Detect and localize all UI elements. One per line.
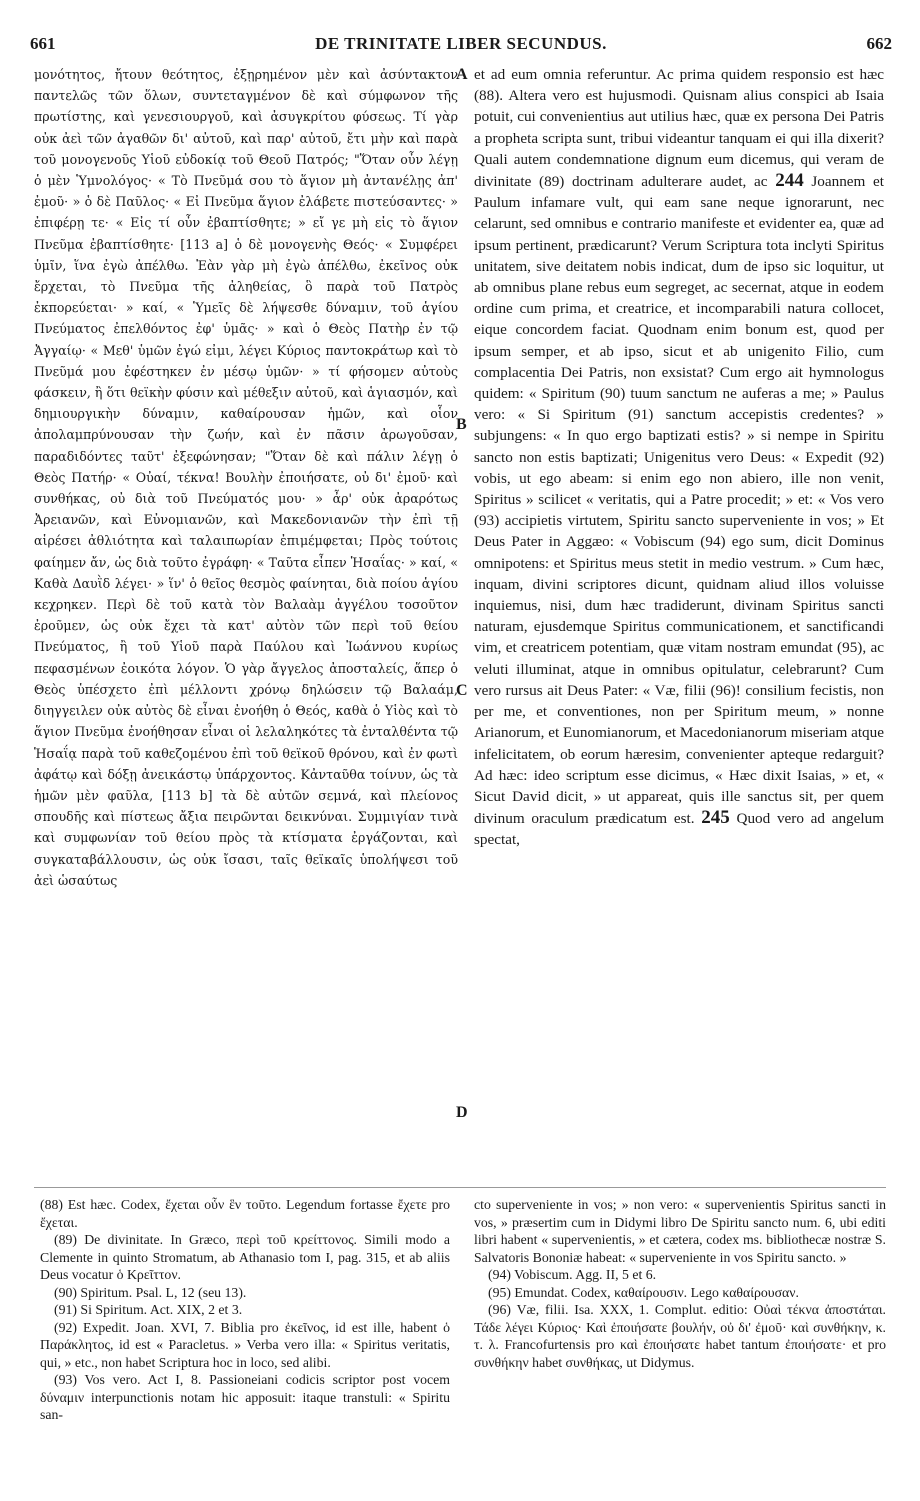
latin-column	[474, 64, 884, 851]
latin-text-part-3: Quod vero ad angelum spectat,	[474, 810, 885, 849]
footnote-95: (95) Emundat. Codex, καθαίρουσιν. Lego καθαίρουσαν.	[488, 1284, 799, 1300]
running-header	[30, 34, 892, 60]
margin-marker-a: A	[456, 66, 468, 83]
footnote-89: (89) De divinitate. In Græco, περὶ τοῦ κρείττονος. Simili modo a Clemente in quinto Stromatum, ab Athanasio tom I, pag. 315, et ab aliis Deus vocatur ὁ Κρεῖττον.	[40, 1232, 450, 1282]
page-number-left: 661	[30, 34, 56, 53]
margin-marker-d: D	[456, 1104, 468, 1121]
page-number-right: 662	[866, 34, 892, 53]
latin-text	[474, 64, 884, 851]
footnote-90: (90) Spiritum. Psal. L, 12 (seu 13).	[54, 1284, 247, 1300]
footnote-93-continued: cto superveniente in vos; » non vero: « supervenientis Spiritus sancti in vos, » præsertim cum in Didymi libro De Spiritu sancto num. 6, ubi editi libri habent « supervenientis, » et cætera, codex ms. bibliothecæ nostræ S. Salvatoris Bononiæ habeat: « superveniente in vos Spiritu sancto. »	[474, 1197, 886, 1265]
latin-text-part-1: et ad eum omnia referuntur. Ac prima quidem responsio est hæc (88). Altera vero est hujusmodi. Quisnam alius conspici ab Isaia potuit, cui convenientius aut utilius hæc, quæ ex persona Dei Patris a propheta scripta sunt, tribui videantur tanquam ei qui illa dixerit? Quali autem condemnatione dignum eum dicemus, qui veram de divinitate (89) doctrinam adulterare audet, ac	[474, 66, 884, 191]
greek-column	[34, 64, 458, 891]
greek-text: μονότητος, ἤτουν θεότητος, ἐξῃρημένον μὲν καὶ ἀσύντακτον παντελῶς τῶν ὅλων, συντεταγμένον δὲ καὶ σύμφωνον τῆς πρωτίστης, καὶ γενεσιουργοῦ, καὶ ἀσυγκρίτου φύσεως. Τί γὰρ οὐκ ἀεὶ τῶν ἀγαθῶν δι' αὐτοῦ, καὶ παρ' αὐτοῦ, ἔτι μὴν καὶ παρὰ τοῦ μονογενοῦς Υἱοῦ εὐδοκίᾳ τοῦ Θεοῦ Πατρός; "Ὅταν οὖν λέγῃ ὁ μὲν Ὑμνολόγος· « Τὸ Πνεῦμά σου τὸ ἅγιον μὴ ἀντανέλῃς ἀπ' ἐμοῦ· » ὁ δὲ Παῦλος· « Εἰ Πνεῦμα ἅγιον ἐλάβετε πιστεύσαντες· » ἐπιφέρῃ τε· « Εἰς τί οὖν ἐβαπτίσθητε; » εἴ γε μὴ εἰς τὸ ἅγιον Πνεῦμα ἐβαπτίσθητε· [113 a] ὁ δὲ μονογενὴς Θεός· « Συμφέρει ὑμῖν, ἵνα ἐγὼ ἀπέλθω. Ἐὰν γὰρ μὴ ἐγὼ ἀπέλθω, ἐκεῖνος οὐκ ἔρχεται, τὸ Πνεῦμα τῆς ἀληθείας, ὃ παρὰ τοῦ Πατρὸς ἐκπορεύεται· » καί, « Ὑμεῖς δὲ λήψεσθε δύναμιν, τοῦ ἁγίου Πνεύματος ἐπελθόντος ἐφ' ὑμᾶς· » καὶ ὁ Θεὸς Πατὴρ ἐν τῷ Ἀγγαίῳ· « Μεθ' ὑμῶν ἐγώ εἰμι, λέγει Κύριος παντοκράτωρ καὶ τὸ Πνεῦμά μου ἐφέστηκεν ἐν μέσῳ ὑμῶν· » τί φήσομεν αὐτοὺς φάσκειν, ἢ ὅτι θεϊκὴν φύσιν καὶ μέθεξιν αὐτοῦ, καὶ ἁγιασμόν, καὶ δημιουργικὴν δύναμιν, καθαίρουσαν ἡμῶν, καὶ οἷον ἀπολαμπρύνουσαν τὴν ζωήν, καὶ ἐν πᾶσιν ἀρωγοῦσαν, παραδιδόντες ταῦτ' ἐξεφώνησαν; "Ὅταν δὲ καὶ πάλιν λέγῃ ὁ Θεὸς Πατήρ· « Οὐαί, τέκνα! Βουλὴν ἐποιήσατε, οὐ δι' ἐμοῦ· καὶ συνθήκας, οὐ διὰ τοῦ Πνεύματός μου· » ἆρ' οὐκ ἀραρότως Ἀρειανῶν, καὶ Εὐνομιανῶν, καὶ Μακεδονιανῶν τὴν ἐπὶ τῇ αἱρέσει ἀθλιότητα καὶ ταλαιπωρίαν ἐπιμέμφεται; Πρὸς τούτοις φαίημεν ἄν, ὡς διὰ τοῦτο ἐγράφη· « Ταῦτα εἶπεν Ἡσαΐας· » καί, « Καθὰ Δαυῒδ λέγει· » ἵν' ὁ θεῖος θεσμὸς φαίνηται, διὰ ποίου ἁγίου κεχρηκεν. Περὶ δὲ τοῦ κατὰ τὸν Βαλαὰμ ἀγγέλου τοσοῦτον ἐροῦμεν, ὡς οὐκ ἔχει τὰ κατ' αὐτὸν τῶν περὶ τοῦ θείου Πνεύματος, ἢ τοῦ Υἱοῦ παρὰ Παύλου καὶ Ἰωάννου κυρίως πεφασμένων ἐοικότα λόγον. Ὁ γὰρ ἄγγελος ἀποσταλείς, ἅπερ ὁ Θεὸς ὑπέσχετο ἐπὶ μέλλοντι χρόνῳ δηλώσειν τῷ Βαλαάμ, διηγγειλεν οὐκ αὐτὸς δὲ εἶναι ἐνοήθη ὁ Θεός, καθὰ ὁ Υἱὸς καὶ τὸ ἅγιον Πνεῦμα ἐνοήθησαν εἶναι οἱ λελαληκότες τὰ ἐνταλθέντα τῷ Ἡσαΐᾳ παρὰ τοῦ καθεζομένου ἐπὶ τοῦ θεϊκοῦ θρόνου, καὶ ἐν φωτὶ ἀφάτῳ καὶ δόξῃ ἀνεικάστῳ ὑπάρχοντος. Κἀνταῦθα τοίνυν, ὡς τὰ ἡμῶν μὲν φαῦλα, [113 b] τὰ δὲ αὐτῶν σεμνά, καὶ πλείονος σπουδῆς καὶ πίστεως ἄξια πειρῶνται δεικνύναι. Συμμιγίαν τινὰ καὶ συμφωνίαν τοῦ θείου πρὸς τὰ κτίσματα ἐργάζονται, καὶ συγκαταβάλλουσιν, ὡς οὐκ ἴσασι, ταῖς θεϊκαῖς ὑπολήψεσι τοῦ ἀεὶ ὡσαύτως	[34, 67, 458, 888]
footnotes-right-column	[474, 1196, 886, 1371]
footnotes-left-column	[40, 1196, 450, 1424]
marginal-number-245: 245	[701, 807, 730, 829]
footnote-94: (94) Vobiscum. Agg. II, 5 et 6.	[488, 1267, 657, 1282]
margin-marker-c: C	[456, 682, 468, 699]
footnote-96: (96) Væ, filii. Isa. XXX, 1. Complut. editio: Οὐαὶ τέκνα ἀποστάται. Τάδε λέγει Κύριος· Καὶ ἐποιήσατε βουλήν, οὐ δι' ἐμοῦ· καὶ συνθήκην, κ. τ. λ. Francofurtensis pro καὶ ἐποιήσατε habet tantum ἐποιήσατε· et pro συνθήκην habet συνθήκας, ut Didymus.	[474, 1302, 886, 1370]
margin-marker-b: B	[456, 416, 467, 433]
marginal-number-244: 244	[775, 170, 804, 192]
footnote-92: (92) Expedit. Joan. XVI, 7. Biblia pro ἐκεῖνος, id est ille, habent ὁ Παράκλητος, id est « Paracletus. » Verba vero illa: « Spiritus veritatis, qui, » etc., non habet Scriptura hoc in loco, sed alibi.	[40, 1319, 450, 1370]
footnote-divider	[34, 1187, 886, 1188]
footnote-88: (88) Est hæc. Codex, ἔχεται οὖν ἓν τοῦτο. Legendum fortasse ἔχετε pro ἔχεται.	[40, 1197, 450, 1230]
footnote-91: (91) Si Spiritum. Act. XIX, 2 et 3.	[54, 1302, 243, 1317]
running-title: DE TRINITATE LIBER SECUNDUS.	[315, 34, 607, 53]
footnote-93: (93) Vos vero. Act I, 8. Passioneiani codicis scriptor post vocem δύναμιν interpunctionis notam hic apposuit: itaque transtuli: « Spiritu san-	[40, 1372, 450, 1422]
latin-text-part-2: Joannem et Paulum infamare vult, qui eam sane neque ignorarunt, nec celarunt, sed omnibus e contrario manifeste et evidenter ea, quæ ad ipsum pertinent, prædicarunt? Verum Scriptura tota inclyti Spiritus unitatem, sive deitatem nobis indicat, dum de ipso sic loquitur, ut ab omnibus plane rebus eum segreget, ac secernat, atque in eodem ordine cum prima, et creatrice, et incomparabili natura collocet, eique concordem faciat. Quodnam enim bonum est, quod per ipsum semper, et ab ipso, sicut et ab unigenito Filio, cum complacentia Dei Patris, non exsistat? Cum ergo ait hymnologus quidem: « Spiritum (90) tuum sanctum ne auferas a me; » Paulus vero: « Si Spiritum (91) sanctum accepistis credentes? » subjungens: « In quo ergo baptizati estis? » si nempe in Spiritu sancto non estis baptizati; Unigenitus vero Deus: « Expedit (92) vobis, ut ego abeam: si enim ego non abiero, ille non venit, Spiritus » scilicet « veritatis, qui a Patre procedit; » et: « Vos vero (93) accipietis virtutem, Spiritu sancto superveniente in vos; » Et Deus Pater in Aggæo: « Vobiscum (94) ego sum, dicit Dominus omnipotens: et Spiritus meus stetit in medio vestrum. » Cum hæc, inquam, divini scriptores dicunt, quidnam aliud illos voluisse inquiemus, nisi, dum hæc tradiderunt, divinam Spiritus sancti naturam, ejusdemque Spiritus communicationem, et sanctificandi vim, et creatricem potentiam, quæ vitam nostram emundat (95), ac veluti illuminat, atque in omnibus opitulatur, celebrarunt? Cum vero rursus ait Deus Pater: « Væ, filii (96)! consilium fecistis, non per me, et conventiones, non per Spiritum meum, » nonne Arianorum, et Eunomianorum, et Macedonianorum miseriam atque infelicitatem, ob eorum hæresim, convenienter apteque redarguit? Ad hæc: ideo scriptum esse dicimus, « Hæc dixit Isaias, » et, « Sicut David dicit, » ut appareat, quis ille sanctus sit, per quem divinum oraculum prædicatum est.	[474, 173, 885, 828]
